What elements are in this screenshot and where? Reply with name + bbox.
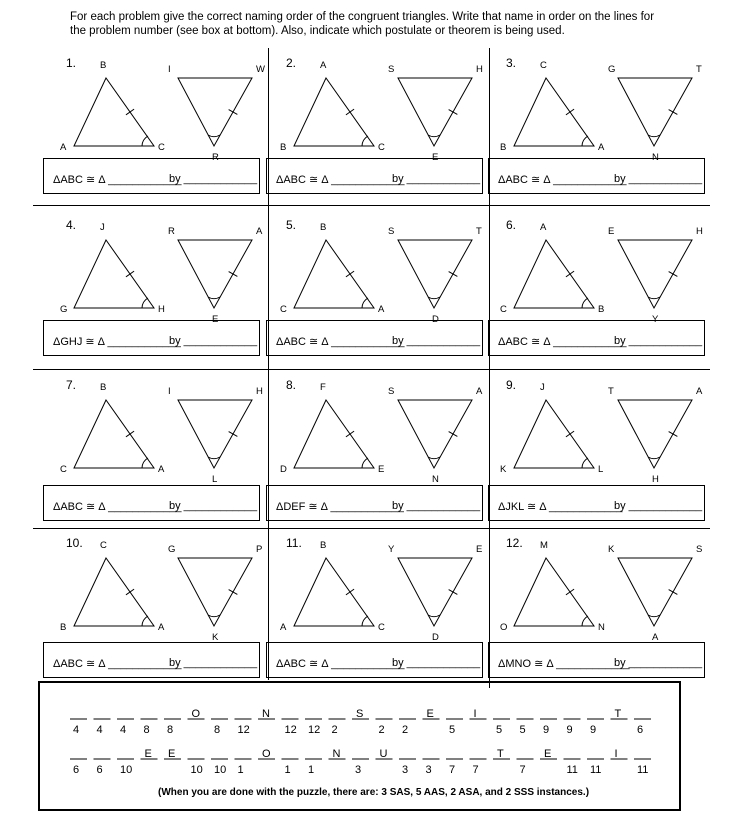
vertex-label: R bbox=[168, 226, 175, 237]
right-triangle bbox=[178, 400, 252, 468]
vertex-label: Y bbox=[388, 544, 395, 555]
puzzle-problem-number: 1 bbox=[237, 764, 244, 776]
vertex-label: B bbox=[598, 304, 605, 315]
puzzle-problem-number: 4 bbox=[73, 724, 80, 736]
answer-box[interactable] bbox=[43, 642, 260, 678]
congruence-tick-mark bbox=[346, 271, 354, 277]
triangle-pair-figure bbox=[60, 218, 276, 328]
answer-box[interactable] bbox=[488, 485, 705, 521]
problem-number: 2. bbox=[286, 56, 297, 70]
puzzle-box bbox=[38, 681, 681, 811]
problem-number: 3. bbox=[506, 56, 517, 70]
left-triangle bbox=[294, 558, 374, 626]
congruence-tick-mark bbox=[449, 272, 458, 277]
puzzle-problem-number: 2 bbox=[331, 724, 338, 736]
vertex-label: A bbox=[598, 142, 605, 153]
angle-arc-mark bbox=[142, 136, 148, 146]
vertex-label: C bbox=[158, 142, 165, 153]
puzzle-given-letter: E bbox=[426, 708, 434, 720]
problem-number: 12. bbox=[506, 536, 523, 550]
answer-box[interactable] bbox=[488, 158, 705, 194]
vertex-label: D bbox=[280, 464, 287, 475]
angle-arc-mark bbox=[582, 298, 588, 308]
answer-box[interactable] bbox=[266, 485, 483, 521]
vertex-label: B bbox=[60, 622, 67, 633]
puzzle-note: (When you are done with the puzzle, there are: 3 SAS, 5 AAS, 2 ASA, and 2 SSS instances.) bbox=[158, 787, 590, 798]
vertex-label: W bbox=[256, 64, 265, 75]
answer-box[interactable] bbox=[266, 642, 483, 678]
answer-box[interactable] bbox=[266, 320, 483, 356]
puzzle-given-letter: I bbox=[473, 708, 477, 720]
puzzle-problem-number: 6 bbox=[96, 764, 103, 776]
angle-arc-mark bbox=[428, 297, 440, 299]
angle-arc-mark bbox=[648, 135, 660, 137]
vertex-label: H bbox=[652, 474, 659, 485]
puzzle-problem-number: 1 bbox=[284, 764, 291, 776]
vertex-label: G bbox=[608, 64, 616, 75]
answer-box[interactable] bbox=[488, 320, 705, 356]
answer-box[interactable] bbox=[43, 158, 260, 194]
answer-triangle-name[interactable]: ΔABC ≅ Δ ____________ bbox=[53, 658, 182, 670]
triangle-pair-figure bbox=[500, 218, 716, 328]
vertex-label: A bbox=[540, 222, 547, 233]
vertex-label: K bbox=[500, 464, 507, 475]
vertex-label: C bbox=[60, 464, 67, 475]
congruence-tick-mark bbox=[346, 431, 354, 437]
problem-number: 4. bbox=[66, 218, 77, 232]
congruence-tick-mark bbox=[449, 590, 458, 595]
answer-triangle-name[interactable]: ΔABC ≅ Δ ____________ bbox=[276, 336, 405, 348]
vertex-label: B bbox=[320, 540, 327, 551]
puzzle-problem-number: 11 bbox=[637, 764, 649, 776]
vertex-label: A bbox=[158, 464, 165, 475]
puzzle-given-letter: E bbox=[168, 748, 176, 760]
problem-number: 8. bbox=[286, 378, 297, 392]
congruence-tick-mark bbox=[566, 271, 574, 277]
problem-number: 7. bbox=[66, 378, 77, 392]
angle-arc-mark bbox=[208, 615, 220, 617]
answer-postulate[interactable]: by ____________ bbox=[392, 335, 481, 347]
problem-number: 9. bbox=[506, 378, 517, 392]
puzzle-problem-number: 8 bbox=[214, 724, 221, 736]
left-triangle bbox=[514, 240, 594, 308]
vertex-label: M bbox=[540, 540, 548, 551]
angle-arc-mark bbox=[428, 457, 440, 459]
angle-arc-mark bbox=[362, 616, 368, 626]
puzzle-problem-number: 3 bbox=[402, 764, 409, 776]
puzzle-problem-number: 6 bbox=[73, 764, 80, 776]
angle-arc-mark bbox=[208, 457, 220, 459]
triangle-pair-figure bbox=[500, 56, 716, 166]
vertex-label: L bbox=[212, 474, 218, 485]
angle-arc-mark bbox=[582, 458, 588, 468]
vertex-label: L bbox=[598, 464, 604, 475]
left-triangle bbox=[74, 558, 154, 626]
triangle-pair-figure bbox=[500, 378, 716, 488]
congruence-tick-mark bbox=[229, 272, 238, 277]
vertex-label: K bbox=[608, 544, 615, 555]
vertex-label: B bbox=[280, 142, 287, 153]
answer-triangle-name[interactable]: ΔGHJ ≅ Δ ____________ bbox=[53, 336, 181, 348]
congruence-tick-mark bbox=[566, 431, 574, 437]
instructions: For each problem give the correct naming order of the congruent triangles. Write that name in order on the lines for the problem number (see box at bottom). Also, indicate which postulate or theorem is being used. bbox=[70, 11, 655, 37]
answer-box[interactable] bbox=[43, 485, 260, 521]
puzzle-problem-number: 12 bbox=[237, 724, 250, 736]
puzzle-given-letter: U bbox=[379, 748, 388, 760]
right-triangle bbox=[178, 240, 252, 308]
vertex-label: A bbox=[476, 386, 483, 397]
congruence-tick-mark bbox=[669, 590, 678, 595]
angle-arc-mark bbox=[362, 298, 368, 308]
angle-arc-mark bbox=[142, 616, 148, 626]
vertex-label: I bbox=[168, 386, 171, 397]
answer-postulate[interactable]: by ____________ bbox=[614, 500, 703, 512]
answer-postulate[interactable]: by ____________ bbox=[392, 500, 481, 512]
left-triangle bbox=[514, 400, 594, 468]
left-triangle bbox=[514, 558, 594, 626]
congruence-tick-mark bbox=[126, 271, 134, 277]
vertex-label: A bbox=[320, 60, 327, 71]
right-triangle bbox=[618, 78, 692, 146]
vertex-label: C bbox=[378, 622, 385, 633]
puzzle-problem-number: 10 bbox=[190, 764, 203, 776]
vertex-label: A bbox=[378, 304, 385, 315]
puzzle-problem-number: 10 bbox=[120, 764, 133, 776]
answer-postulate[interactable]: by ____________ bbox=[392, 657, 481, 669]
problem-number: 1. bbox=[66, 56, 77, 70]
answer-postulate[interactable]: by ____________ bbox=[169, 335, 258, 347]
puzzle-problem-number: 5 bbox=[449, 724, 456, 736]
answer-triangle-name[interactable]: ΔABC ≅ Δ ____________ bbox=[498, 174, 627, 186]
angle-arc-mark bbox=[582, 616, 588, 626]
problem-number: 5. bbox=[286, 218, 297, 232]
puzzle-problem-number: 2 bbox=[402, 724, 409, 736]
vertex-label: E bbox=[476, 544, 483, 555]
vertex-label: E bbox=[212, 314, 219, 325]
vertex-label: I bbox=[168, 64, 171, 75]
angle-arc-mark bbox=[362, 458, 368, 468]
vertex-label: K bbox=[212, 632, 219, 643]
puzzle-problem-number: 3 bbox=[425, 764, 432, 776]
vertex-label: H bbox=[158, 304, 165, 315]
congruence-tick-mark bbox=[346, 109, 354, 115]
vertex-label: C bbox=[100, 540, 107, 551]
congruence-tick-mark bbox=[229, 432, 238, 437]
vertex-label: G bbox=[168, 544, 176, 555]
vertex-label: S bbox=[388, 386, 395, 397]
vertex-label: B bbox=[100, 60, 107, 71]
vertex-label: T bbox=[608, 386, 614, 397]
puzzle-given-letter: T bbox=[614, 708, 622, 720]
vertex-label: N bbox=[432, 474, 439, 485]
puzzle-problem-number: 9 bbox=[590, 724, 597, 736]
vertex-label: D bbox=[432, 314, 439, 325]
vertex-label: F bbox=[320, 382, 326, 393]
congruence-tick-mark bbox=[566, 109, 574, 115]
vertex-label: C bbox=[540, 60, 547, 71]
angle-arc-mark bbox=[428, 615, 440, 617]
puzzle-problem-number: 10 bbox=[214, 764, 227, 776]
problem-number: 6. bbox=[506, 218, 517, 232]
answer-triangle-name[interactable]: ΔABC ≅ Δ ____________ bbox=[498, 336, 627, 348]
puzzle-given-letter: I bbox=[614, 748, 618, 760]
problem-number: 10. bbox=[66, 536, 83, 550]
vertex-label: C bbox=[280, 304, 287, 315]
vertex-label: S bbox=[388, 226, 395, 237]
answer-postulate[interactable]: by ____________ bbox=[614, 173, 703, 185]
left-triangle bbox=[294, 240, 374, 308]
angle-arc-mark bbox=[362, 136, 368, 146]
answer-box[interactable] bbox=[266, 158, 483, 194]
puzzle-problem-number: 11 bbox=[590, 764, 602, 776]
right-triangle bbox=[398, 78, 472, 146]
vertex-label: E bbox=[378, 464, 385, 475]
answer-box[interactable] bbox=[488, 642, 705, 678]
puzzle-problem-number: 9 bbox=[543, 724, 550, 736]
puzzle-given-letter: O bbox=[262, 748, 271, 760]
right-triangle bbox=[178, 558, 252, 626]
congruence-tick-mark bbox=[669, 110, 678, 115]
triangle-pair-figure bbox=[280, 378, 496, 488]
answer-triangle-name[interactable]: ΔMNO ≅ Δ ____________ bbox=[498, 658, 630, 670]
vertex-label: N bbox=[652, 152, 659, 163]
vertex-label: H bbox=[256, 386, 263, 397]
puzzle-problem-number: 9 bbox=[566, 724, 573, 736]
triangle-pair-figure bbox=[280, 56, 496, 166]
angle-arc-mark bbox=[428, 135, 440, 137]
puzzle-problem-number: 11 bbox=[566, 764, 578, 776]
right-triangle bbox=[398, 400, 472, 468]
angle-arc-mark bbox=[142, 298, 148, 308]
puzzle-given-letter: T bbox=[497, 748, 504, 760]
vertex-label: A bbox=[280, 622, 287, 633]
vertex-label: P bbox=[256, 544, 263, 555]
puzzle-problem-number: 1 bbox=[308, 764, 315, 776]
puzzle-problem-number: 7 bbox=[449, 764, 456, 776]
problem-number: 11. bbox=[286, 536, 302, 550]
congruence-tick-mark bbox=[449, 110, 458, 115]
vertex-label: B bbox=[500, 142, 507, 153]
right-triangle bbox=[618, 558, 692, 626]
vertex-label: A bbox=[256, 226, 263, 237]
puzzle-problem-number: 7 bbox=[519, 764, 526, 776]
vertex-label: H bbox=[696, 226, 703, 237]
right-triangle bbox=[618, 240, 692, 308]
vertex-label: A bbox=[696, 386, 703, 397]
angle-arc-mark bbox=[648, 457, 660, 459]
congruence-tick-mark bbox=[229, 110, 238, 115]
vertex-label: J bbox=[100, 222, 105, 233]
puzzle-problem-number: 2 bbox=[378, 724, 385, 736]
congruence-tick-mark bbox=[229, 590, 238, 595]
puzzle-problem-number: 6 bbox=[637, 724, 644, 736]
triangle-pair-figure bbox=[500, 536, 716, 646]
angle-arc-mark bbox=[648, 615, 660, 617]
vertex-label: S bbox=[388, 64, 395, 75]
puzzle-problem-number: 12 bbox=[284, 724, 297, 736]
right-triangle bbox=[178, 78, 252, 146]
vertex-label: C bbox=[378, 142, 385, 153]
vertex-label: A bbox=[60, 142, 67, 153]
angle-arc-mark bbox=[582, 136, 588, 146]
answer-postulate[interactable]: by ____________ bbox=[614, 335, 703, 347]
answer-box[interactable] bbox=[43, 320, 260, 356]
vertex-label: E bbox=[608, 226, 615, 237]
vertex-label: T bbox=[696, 64, 702, 75]
puzzle-problem-number: 5 bbox=[496, 724, 503, 736]
angle-arc-mark bbox=[648, 297, 660, 299]
congruence-tick-mark bbox=[449, 432, 458, 437]
puzzle-problem-number: 8 bbox=[143, 724, 150, 736]
vertex-label: E bbox=[432, 152, 439, 163]
right-triangle bbox=[398, 558, 472, 626]
vertex-label: H bbox=[476, 64, 483, 75]
triangle-pair-figure bbox=[60, 536, 276, 646]
puzzle-problem-number: 5 bbox=[519, 724, 526, 736]
triangle-pair-figure bbox=[60, 378, 276, 488]
puzzle-problem-number: 8 bbox=[167, 724, 174, 736]
vertex-label: S bbox=[696, 544, 703, 555]
angle-arc-mark bbox=[208, 135, 220, 137]
right-triangle bbox=[398, 240, 472, 308]
answer-triangle-name[interactable]: ΔJKL ≅ Δ ____________ bbox=[498, 501, 623, 513]
vertex-label: T bbox=[476, 226, 482, 237]
triangle-pair-figure bbox=[280, 536, 496, 646]
answer-triangle-name[interactable]: ΔDEF ≅ Δ ____________ bbox=[276, 501, 404, 513]
congruence-tick-mark bbox=[126, 431, 134, 437]
answer-postulate[interactable]: by ____________ bbox=[169, 173, 258, 185]
puzzle-problem-number: 4 bbox=[96, 724, 103, 736]
vertex-label: G bbox=[60, 304, 68, 315]
vertex-label: R bbox=[212, 152, 219, 163]
answer-postulate[interactable]: by ____________ bbox=[169, 500, 258, 512]
puzzle-given-letter: N bbox=[332, 748, 341, 760]
vertex-label: O bbox=[500, 622, 508, 633]
answer-postulate[interactable]: by ____________ bbox=[614, 657, 703, 669]
puzzle-problem-number: 7 bbox=[472, 764, 479, 776]
puzzle-given-letter: E bbox=[544, 748, 552, 760]
vertex-label: C bbox=[500, 304, 507, 315]
left-triangle bbox=[294, 400, 374, 468]
congruence-tick-mark bbox=[126, 109, 134, 115]
puzzle-given-letter: S bbox=[356, 708, 364, 720]
congruence-tick-mark bbox=[126, 589, 134, 595]
vertex-label: J bbox=[540, 382, 545, 393]
vertex-label: B bbox=[100, 382, 107, 393]
right-triangle bbox=[618, 400, 692, 468]
puzzle-problem-number: 4 bbox=[120, 724, 127, 736]
puzzle-problem-number: 12 bbox=[308, 724, 321, 736]
vertex-label: Y bbox=[652, 314, 659, 325]
answer-triangle-name[interactable]: ΔABC ≅ Δ ____________ bbox=[53, 174, 182, 186]
vertex-label: N bbox=[598, 622, 605, 633]
answer-triangle-name[interactable]: ΔABC ≅ Δ ____________ bbox=[276, 174, 405, 186]
answer-triangle-name[interactable]: ΔABC ≅ Δ ____________ bbox=[276, 658, 405, 670]
left-triangle bbox=[514, 78, 594, 146]
congruence-tick-mark bbox=[346, 589, 354, 595]
congruence-tick-mark bbox=[566, 589, 574, 595]
puzzle-given-letter: O bbox=[191, 708, 201, 720]
angle-arc-mark bbox=[142, 458, 148, 468]
vertex-label: A bbox=[158, 622, 165, 633]
vertex-label: B bbox=[320, 222, 327, 233]
left-triangle bbox=[74, 240, 154, 308]
angle-arc-mark bbox=[208, 297, 220, 299]
vertex-label: A bbox=[652, 632, 659, 643]
answer-postulate[interactable]: by ____________ bbox=[169, 657, 258, 669]
triangle-pair-figure bbox=[60, 56, 276, 166]
vertex-label: D bbox=[432, 632, 439, 643]
left-triangle bbox=[74, 400, 154, 468]
congruence-tick-mark bbox=[669, 272, 678, 277]
triangle-pair-figure bbox=[280, 218, 496, 328]
puzzle-given-letter: N bbox=[262, 708, 270, 720]
congruence-tick-mark bbox=[669, 432, 678, 437]
puzzle-problem-number: 3 bbox=[355, 764, 362, 776]
answer-triangle-name[interactable]: ΔABC ≅ Δ ____________ bbox=[53, 501, 182, 513]
answer-postulate[interactable]: by ____________ bbox=[392, 173, 481, 185]
left-triangle bbox=[294, 78, 374, 146]
left-triangle bbox=[74, 78, 154, 146]
puzzle-given-letter: E bbox=[144, 748, 152, 760]
